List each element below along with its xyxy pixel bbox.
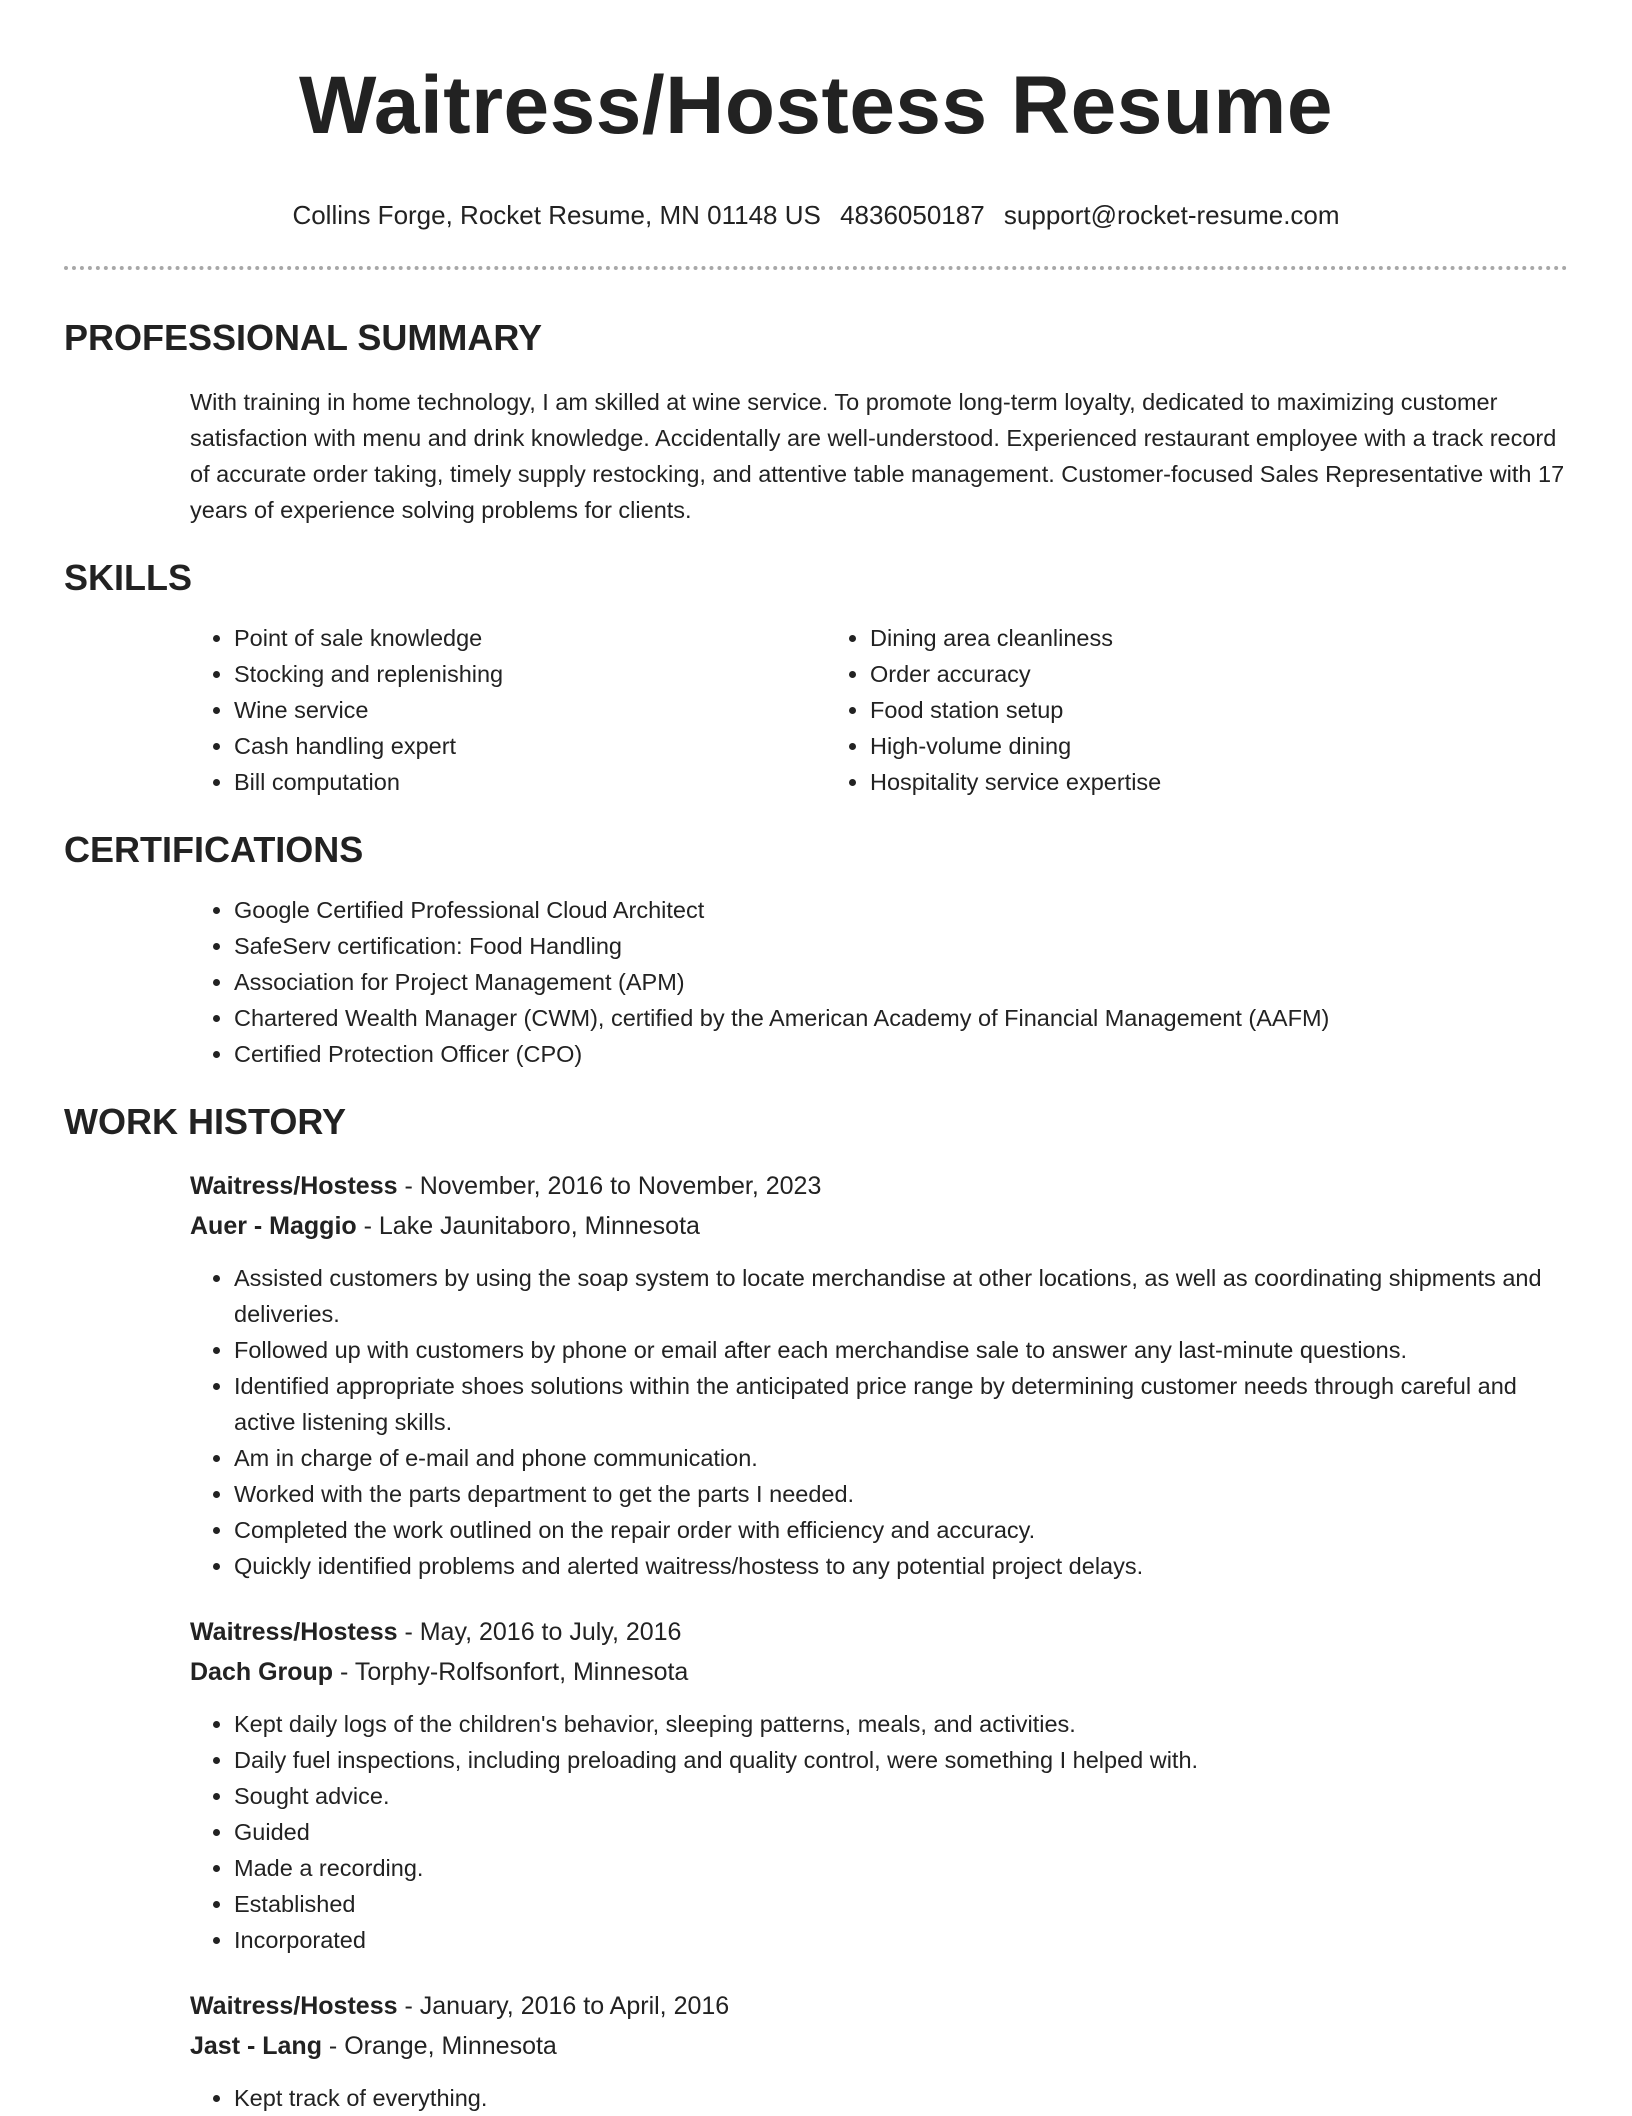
job-entry	[190, 1166, 1568, 1584]
job-duty-item: • Daily fuel inspections, including preloading and quality control, were something I helped with.	[234, 1742, 1568, 1778]
job-title-line	[190, 1612, 1568, 1652]
skill-item: • Cash handling expert	[234, 728, 826, 764]
job-employer-line	[190, 1206, 1568, 1246]
job-employer-line	[190, 2026, 1568, 2066]
skill-item: • High-volume dining	[870, 728, 1462, 764]
job-duty-item: • Quickly identified problems and alerted waitress/hostess to any potential project delays.	[234, 1548, 1568, 1584]
job-employer: Auer - Maggio	[190, 1212, 357, 1240]
job-title: Waitress/Hostess	[190, 1172, 398, 1200]
job-title-line	[190, 1986, 1568, 2026]
resume-title: Waitress/Hostess Resume	[299, 60, 1333, 151]
contact-phone: 4836050187	[840, 200, 985, 230]
certifications-list	[190, 892, 1568, 1072]
job-location: - Orange, Minnesota	[321, 2032, 557, 2060]
job-duties-list	[190, 1706, 1568, 1958]
job-duty-item: • Made a recording.	[234, 1850, 1568, 1886]
skill-item: • Hospitality service expertise	[870, 764, 1462, 800]
skill-item: • Dining area cleanliness	[870, 620, 1462, 656]
skill-item: • Stocking and replenishing	[234, 656, 826, 692]
job-dates: - May, 2016 to July, 2016	[397, 1618, 682, 1646]
job-duties-list	[190, 1260, 1568, 1584]
certifications-heading: CERTIFICATIONS	[64, 829, 364, 870]
job-duty-item: • Identified appropriate shoes solutions within the anticipated price range by determining customer needs through careful and active listening skills.	[234, 1368, 1568, 1440]
job-duty-item: • Sought advice.	[234, 1778, 1568, 1814]
contact-email: support@rocket-resume.com	[1003, 200, 1340, 230]
job-entry	[190, 1986, 1568, 2116]
job-employer-line	[190, 1652, 1568, 1692]
work-history-heading: WORK HISTORY	[64, 1101, 347, 1142]
job-duty-item: • Established	[234, 1886, 1568, 1922]
certification-item: • Google Certified Professional Cloud Architect	[234, 892, 1568, 928]
contact-line	[64, 198, 1568, 232]
job-duty-item: • Incorporated	[234, 1922, 1568, 1958]
skill-item: • Food station setup	[870, 692, 1462, 728]
skills-heading: SKILLS	[64, 557, 193, 598]
job-duty-item: • Guided	[234, 1814, 1568, 1850]
job-duty-item: • Am in charge of e-mail and phone communication.	[234, 1440, 1568, 1476]
job-duty-item: • Kept track of everything.	[234, 2080, 1568, 2116]
job-dates: - January, 2016 to April, 2016	[397, 1992, 730, 2020]
summary-heading: PROFESSIONAL SUMMARY	[64, 317, 543, 358]
certification-item: • SafeServ certification: Food Handling	[234, 928, 1568, 964]
job-title: Waitress/Hostess	[190, 1992, 398, 2020]
job-title: Waitress/Hostess	[190, 1618, 398, 1646]
header-divider	[64, 266, 1568, 270]
job-duty-item: • Assisted customers by using the soap system to locate merchandise at other locations, as well as coordinating shipments and deliveries.	[234, 1260, 1568, 1332]
skill-item: • Order accuracy	[870, 656, 1462, 692]
skills-column-left	[190, 620, 826, 800]
job-employer: Jast - Lang	[190, 2032, 322, 2060]
skill-item: • Wine service	[234, 692, 826, 728]
summary-text: With training in home technology, I am skilled at wine service. To promote long-term loyalty, dedicated to maximizing customer satisfaction with menu and drink knowledge. Accidentally are well-understood. Experienced restaurant employee with a track record of accurate order taking, timely supply restocking, and attentive table management. Customer-focused Sales Representative with 17 years of experience solving problems for clients.	[190, 389, 1565, 523]
job-dates: - November, 2016 to November, 2023	[397, 1172, 822, 1200]
certification-item: • Certified Protection Officer (CPO)	[234, 1036, 1568, 1072]
job-location: - Lake Jaunitaboro, Minnesota	[356, 1212, 700, 1240]
job-employer: Dach Group	[190, 1658, 334, 1686]
skills-column-right	[826, 620, 1462, 800]
skill-item: • Point of sale knowledge	[234, 620, 826, 656]
contact-address: Collins Forge, Rocket Resume, MN 01148 US	[292, 200, 821, 230]
job-location: - Torphy-Rolfsonfort, Minnesota	[333, 1658, 689, 1686]
job-duty-item: • Completed the work outlined on the repair order with efficiency and accuracy.	[234, 1512, 1568, 1548]
skills-list	[190, 620, 1568, 800]
job-duty-item: • Followed up with customers by phone or email after each merchandise sale to answer any last-minute questions.	[234, 1332, 1568, 1368]
certification-item: • Chartered Wealth Manager (CWM), certified by the American Academy of Financial Management (AAFM)	[234, 1000, 1568, 1036]
job-duties-list	[190, 2080, 1568, 2116]
certification-item: • Association for Project Management (APM)	[234, 964, 1568, 1000]
job-duty-item: • Worked with the parts department to get the parts I needed.	[234, 1476, 1568, 1512]
job-title-line	[190, 1166, 1568, 1206]
skill-item: • Bill computation	[234, 764, 826, 800]
job-entry	[190, 1612, 1568, 1958]
job-duty-item: • Kept daily logs of the children's behavior, sleeping patterns, meals, and activities.	[234, 1706, 1568, 1742]
